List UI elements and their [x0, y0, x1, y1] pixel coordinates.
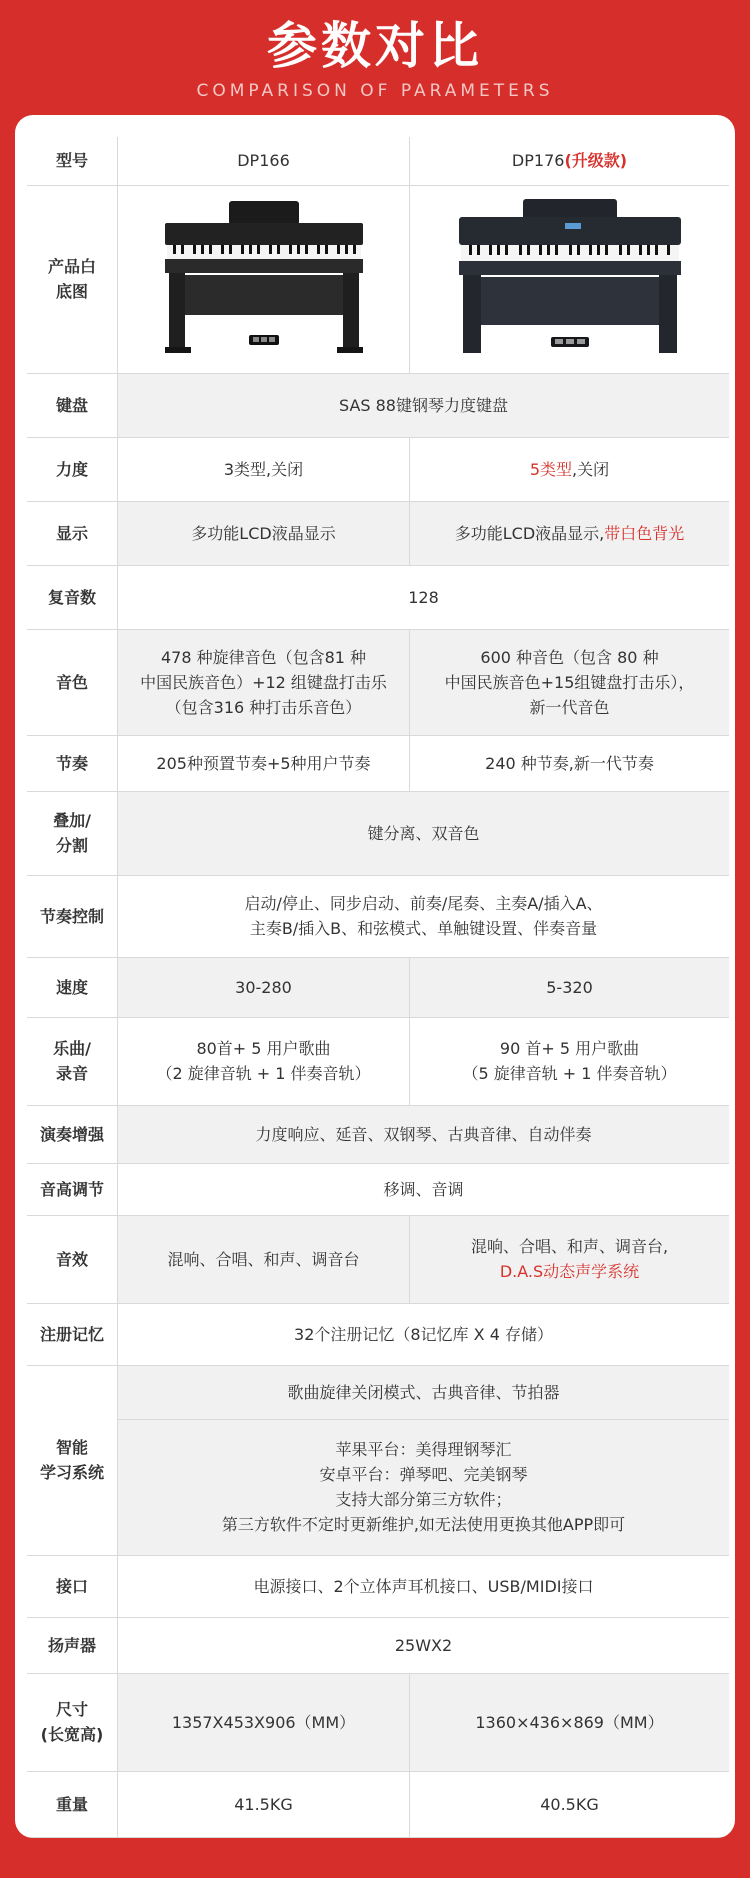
model-dp176-tag: (升级款) [564, 151, 628, 171]
row-model [27, 137, 729, 185]
row-layer-split [27, 791, 729, 875]
row-label-effects: 音效 [27, 1215, 118, 1303]
rhythm-control-line: 启动/停止、同步启动、前奏/尾奏、主奏A/插入A、 [244, 894, 603, 913]
songs-dp166 [118, 1017, 410, 1105]
row-label-line: 分割 [55, 836, 88, 855]
voices-dp176 [410, 629, 730, 735]
touch-dp176 [410, 437, 730, 501]
row-label-model: 型号 [27, 137, 118, 185]
row-registration [27, 1303, 729, 1365]
row-label-registration: 注册记忆 [27, 1303, 118, 1365]
row-label-size [27, 1673, 118, 1771]
voices-dp166-line: 478 种旋律音色（包含81 种 [160, 647, 367, 667]
effects-dp176-plain: 混响、合唱、和声、调音台, [470, 1237, 669, 1256]
effects-dp176 [410, 1215, 730, 1303]
page-header [0, 0, 750, 110]
piano-dp176-icon [455, 197, 685, 361]
row-label-weight: 重量 [27, 1771, 118, 1837]
effects-dp166: 混响、合唱、和声、调音台 [118, 1215, 410, 1303]
rhythm-control-line: 主奏B/插入B、和弦模式、单触键设置、伴奏音量 [249, 919, 598, 938]
ports-value: 电源接口、2个立体声耳机接口、USB/MIDI接口 [118, 1555, 730, 1617]
size-dp176: 1360×436×869（MM） [410, 1673, 730, 1771]
row-label-line: 叠加/ [53, 811, 91, 830]
row-display [27, 501, 729, 565]
row-smart-learning-apps [27, 1419, 729, 1555]
row-label-smart-learning [27, 1365, 118, 1555]
row-label-rhythm-control: 节奏控制 [27, 875, 118, 957]
smart-learning-line: 支持大部分第三方软件； [335, 1490, 512, 1509]
row-enhance [27, 1105, 729, 1163]
songs-dp176-line: （5 旋律音轨 + 1 伴奏音轨） [462, 1064, 677, 1083]
piano-dp166-image [118, 185, 410, 373]
row-songs [27, 1017, 729, 1105]
songs-dp176 [410, 1017, 730, 1105]
comparison-table [27, 137, 729, 1838]
row-tempo [27, 957, 729, 1017]
page-subtitle: COMPARISON OF PARAMETERS [196, 81, 554, 101]
row-label-tempo: 速度 [27, 957, 118, 1017]
display-dp176-highlight: 带白色背光 [604, 523, 685, 543]
display-dp176 [410, 501, 730, 565]
rhythm-control-value [118, 875, 730, 957]
piano-dp166-icon [159, 199, 369, 359]
row-label-line: 尺寸 [55, 1700, 88, 1719]
row-polyphony [27, 565, 729, 629]
row-effects [27, 1215, 729, 1303]
row-label-ports: 接口 [27, 1555, 118, 1617]
row-voices [27, 629, 729, 735]
comparison-card [15, 115, 735, 1838]
rhythm-dp176: 240 种节奏,新一代节奏 [410, 735, 730, 791]
row-label-line: 智能 [55, 1438, 88, 1457]
registration-value: 32个注册记忆（8记忆库 X 4 存储） [118, 1303, 730, 1365]
row-label-enhance: 演奏增强 [27, 1105, 118, 1163]
layer-split-value: 键分离、双音色 [118, 791, 730, 875]
row-touch [27, 437, 729, 501]
row-speaker [27, 1617, 729, 1673]
row-label-image: 产品白底图 [27, 185, 118, 373]
voices-dp176-line: 600 种音色（包含 80 种 [480, 647, 659, 667]
touch-dp166: 3类型,关闭 [118, 437, 410, 501]
row-label-line: 乐曲/ [53, 1039, 91, 1058]
effects-dp176-highlight: D.A.S动态声学系统 [499, 1262, 640, 1281]
touch-dp176-rest: ,关闭 [572, 459, 610, 479]
row-smart-learning [27, 1365, 729, 1419]
polyphony-value: 128 [118, 565, 730, 629]
row-label-display: 显示 [27, 501, 118, 565]
row-label-keyboard: 键盘 [27, 373, 118, 437]
weight-dp176: 40.5KG [410, 1771, 730, 1837]
row-product-image [27, 185, 729, 373]
row-rhythm-control [27, 875, 729, 957]
row-label-speaker: 扬声器 [27, 1617, 118, 1673]
row-label-voices: 音色 [27, 629, 118, 735]
smart-learning-line: 安卓平台：弹琴吧、完美钢琴 [319, 1465, 528, 1484]
pitch-value: 移调、音调 [118, 1163, 730, 1215]
tempo-dp176: 5-320 [410, 957, 730, 1017]
voices-dp176-line: 新一代音色 [529, 697, 610, 717]
tempo-dp166: 30-280 [118, 957, 410, 1017]
row-keyboard [27, 373, 729, 437]
row-label-rhythm: 节奏 [27, 735, 118, 791]
enhance-value: 力度响应、延音、双钢琴、古典音律、自动伴奏 [118, 1105, 730, 1163]
row-label-songs [27, 1017, 118, 1105]
voices-dp166-line: （包含316 种打击乐音色） [165, 697, 362, 717]
smart-learning-line: 苹果平台：美得理钢琴汇 [335, 1440, 512, 1459]
row-label-line: 学习系统 [39, 1463, 104, 1482]
voices-dp166 [118, 629, 410, 735]
row-ports [27, 1555, 729, 1617]
row-rhythm [27, 735, 729, 791]
row-label-line: 录音 [55, 1064, 88, 1083]
row-pitch [27, 1163, 729, 1215]
row-label-pitch: 音高调节 [27, 1163, 118, 1215]
model-dp176 [410, 137, 730, 185]
smart-learning-modes: 歌曲旋律关闭模式、古典音律、节拍器 [118, 1365, 730, 1419]
speaker-value: 25WX2 [118, 1617, 730, 1673]
smart-learning-apps [118, 1419, 730, 1555]
row-label-touch: 力度 [27, 437, 118, 501]
piano-dp176-image [410, 185, 730, 373]
row-label-layer-split [27, 791, 118, 875]
row-size [27, 1673, 729, 1771]
display-dp166: 多功能LCD液晶显示 [118, 501, 410, 565]
keyboard-value: SAS 88键钢琴力度键盘 [118, 373, 730, 437]
row-label-polyphony: 复音数 [27, 565, 118, 629]
smart-learning-line: 第三方软件不定时更新维护,如无法使用更换其他APP即可 [221, 1515, 626, 1534]
row-weight [27, 1771, 729, 1837]
row-label-line: (长宽高) [40, 1725, 104, 1744]
weight-dp166: 41.5KG [118, 1771, 410, 1837]
songs-dp176-line: 90 首+ 5 用户歌曲 [499, 1039, 640, 1058]
voices-dp166-line: 中国民族音色）+12 组键盘打击乐 [140, 672, 387, 692]
model-dp166: DP166 [118, 137, 410, 185]
display-dp176-plain: 多功能LCD液晶显示, [454, 523, 605, 543]
songs-dp166-line: （2 旋律音轨 + 1 伴奏音轨） [156, 1064, 371, 1083]
touch-dp176-highlight: 5类型 [529, 459, 573, 479]
size-dp166: 1357X453X906（MM） [118, 1673, 410, 1771]
songs-dp166-line: 80首+ 5 用户歌曲 [196, 1039, 331, 1058]
model-dp176-name: DP176 [511, 151, 565, 171]
voices-dp176-line: 中国民族音色+15组键盘打击乐）， [444, 672, 695, 692]
page-title: 参数对比 [267, 17, 483, 75]
rhythm-dp166: 205种预置节奏+5种用户节奏 [118, 735, 410, 791]
